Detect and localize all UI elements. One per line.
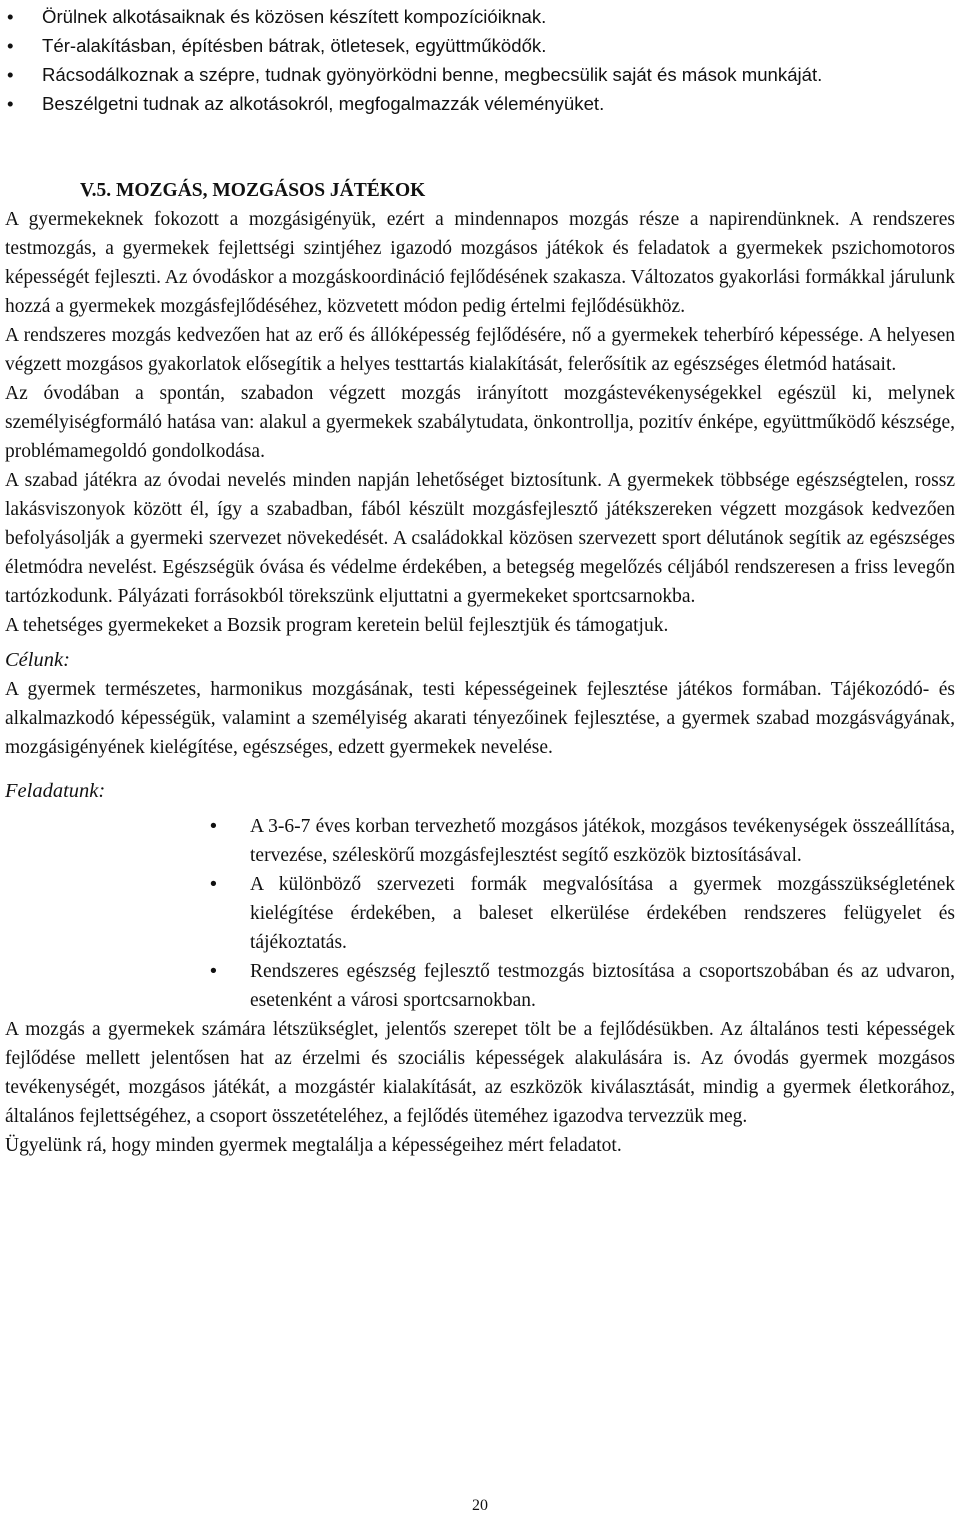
intro-bullet-item: • Örülnek alkotásaiknak és közösen készített kompozícióiknak. xyxy=(5,2,955,31)
task-bullet-list xyxy=(5,812,955,1015)
goal-subheading: Célunk: xyxy=(5,649,70,671)
page-content xyxy=(5,2,955,1160)
spacer xyxy=(5,118,955,176)
tasks-subheading: Feladatunk: xyxy=(5,780,106,802)
intro-bullet-item: • Beszélgetni tudnak az alkotásokról, megfogalmazzák véleményüket. xyxy=(5,89,955,118)
closing-paragraph: Ügyelünk rá, hogy minden gyermek megtalálja a képességeihez mért feladatot. xyxy=(5,1135,622,1156)
body-paragraph: A gyermekeknek fokozott a mozgásigényük, ezért a mindennapos mozgás része a napirendünknek. A rendszeres testmozgás, a gyermekek fejlettségi szintjéhez igazodó mozgásos játékok és feladatok a gyermekek pszichomotoros képességét fejleszti. Az óvodáskor a mozgáskoordináció fejlődésének szakasza. Változatos gyakorlási formákkal járulunk hozzá a gyermekek mozgásfejlődéséhez, közvetett módon pedig értelmi fejlődésükhöz. xyxy=(5,209,955,317)
body-paragraph: A tehetséges gyermekeket a Bozsik program keretein belül fejlesztjük és támogatjuk. xyxy=(5,615,669,636)
intro-bullet-list xyxy=(5,2,955,118)
goal-paragraph: A gyermek természetes, harmonikus mozgásának, testi képességeinek fejlesztése játékos formában. Tájékozódó- és alkalmazkodó képességük, valamint a személyiség akarati tényezőinek fejlesztése, a gyermek szabad mozgásvágyának, mozgásigényének kielégítése, egészséges, edzett gyermekek nevelése. xyxy=(5,679,955,758)
task-bullet-item: • Rendszeres egészség fejlesztő testmozgás biztosítása a csoportszobában és az udvaron, esetenként a városi sportcsarnokban. xyxy=(5,957,955,1015)
intro-bullet-item: • Tér-alakításban, építésben bátrak, ötletesek, együttműködők. xyxy=(5,31,955,60)
task-bullet-item: • A különböző szervezeti formák megvalósítása a gyermek mozgásszükségletének kielégítése érdekében, a baleset elkerülése érdekében rendszeres felügyelet és tájékoztatás. xyxy=(5,870,955,957)
body-paragraph: A szabad játékra az óvodai nevelés minden napján lehetőséget biztosítunk. A gyermekek többsége egészségtelen, rossz lakásviszonyok között él, így a szabadban, fából készült mozgásfejlesztő játékszereken végzett mozgások kedvezően befolyásolják a gyermeki szervezet növekedését. A családokkal közösen szervezett sport délutánok segítik az egészséges életmódra nevelést. Egészségük óvása és védelme érdekében, a betegség megelőzés céljából rendszeresen a friss levegőn tartózkodunk. Pályázati forrásokból törekszünk eljuttatni a gyermekeket sportcsarnokba. xyxy=(5,470,955,607)
closing-paragraph: A mozgás a gyermekek számára létszükséglet, jelentős szerepet tölt be a fejlődésükben. Az általános testi képességek fejlődése mellett jelentősen hat az érzelmi és szociális képességek alakulására is. Az óvodás gyermek mozgásos tevékenységét, mozgásos játékát, a mozgástér kialakítását, az eszközök kiválasztását, mindig a gyermek életkorához, általános fejlettségéhez, a csoport összetételéhez, a fejlődés üteméhez igazodva tervezzük meg. xyxy=(5,1019,955,1127)
body-paragraph: Az óvodában a spontán, szabadon végzett mozgás irányított mozgástevékenységekkel egészül ki, melynek személyiségformáló hatása van: alakul a gyermekek szabálytudata, önkontrollja, pozitív énképe, együttműködő készsége, problémamegoldó gondolkodása. xyxy=(5,383,955,462)
section-heading: V.5. MOZGÁS, MOZGÁSOS JÁTÉKOK xyxy=(80,180,426,201)
page-number: 20 xyxy=(472,1497,488,1514)
intro-bullet-item: • Rácsodálkoznak a szépre, tudnak gyönyörködni benne, megbecsülik saját és mások munkáját. xyxy=(5,60,955,89)
task-bullet-item: • A 3-6-7 éves korban tervezhető mozgásos játékok, mozgásos tevékenységek összeállítása, tervezése, széleskörű mozgásfejlesztést segítő eszközök biztosításával. xyxy=(5,812,955,870)
body-paragraph: A rendszeres mozgás kedvezően hat az erő és állóképesség fejlődésére, nő a gyermekek teherbíró képessége. A helyesen végzett mozgásos gyakorlatok elősegítik a helyes testtartás kialakítását, felerősítik az egészséges életmód hatásait. xyxy=(5,325,955,375)
